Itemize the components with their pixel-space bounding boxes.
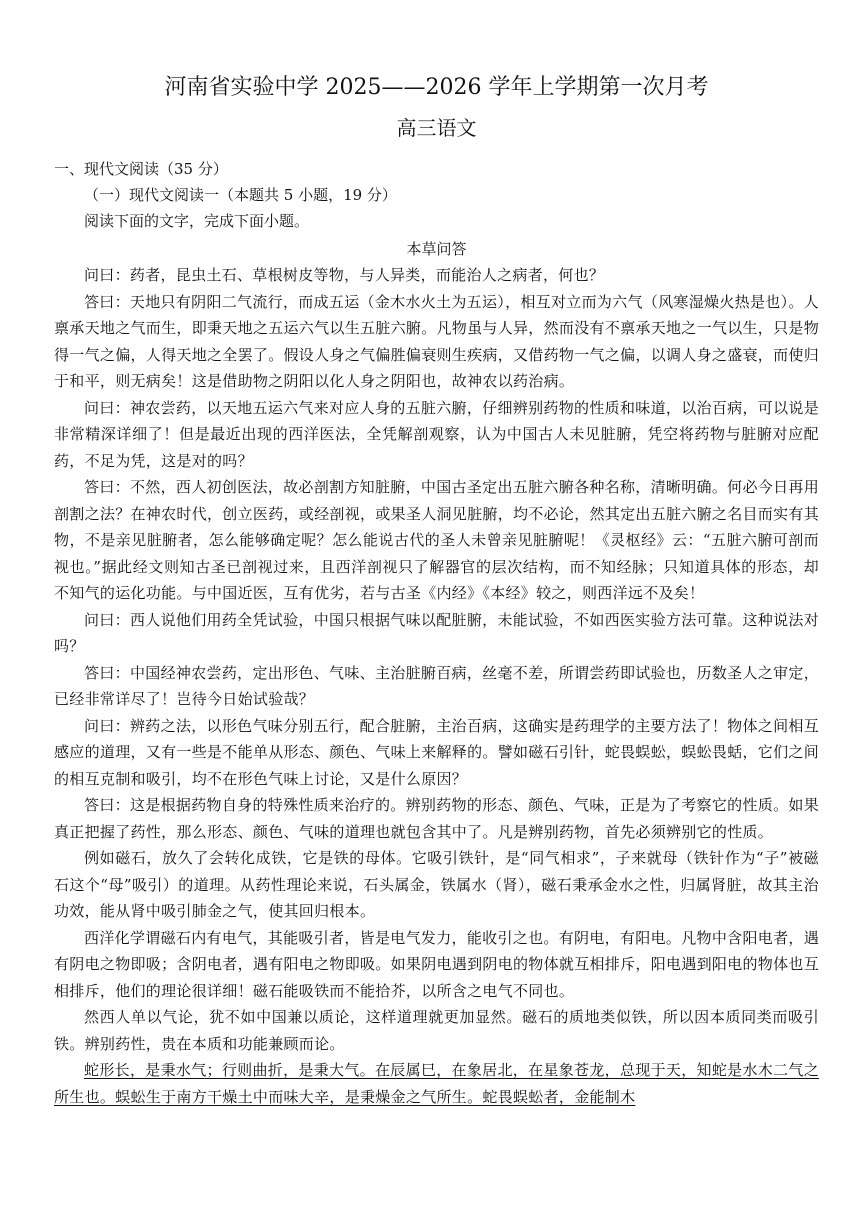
exam-subject: 高三语文 [396,116,477,140]
reading-instruction: 阅读下面的文字，完成下面小题。 [84,212,310,230]
exam-title: 河南省实验中学 2025——2026 学年上学期第一次月考 [164,75,709,100]
paragraph: 然西人单以气论，犹不如中国兼以质论，这样道理就更加显然。磁石的质地类似铁，所以因本质同类而吸引铁。辨别药性，贵在本质和功能兼顾而论。 [54,1008,819,1053]
paragraph: 问曰：西人说他们用药全凭试验，中国只根据气味以配脏腑，未能试验，不如西医实验方法可靠。这种说法对吗？ [54,610,819,655]
paragraph: 答曰：中国经神农尝药，定出形色、气味、主治脏腑百病，丝毫不差，所谓尝药即试验也，历数圣人之审定，已经非常详尽了！岂待今日始试验哉？ [54,663,819,708]
paragraph: 问曰：药者，昆虫土石、草根树皮等物，与人异类，而能治人之病者，何也？ [84,266,605,284]
article-title: 本草问答 [406,240,467,258]
paragraph: 例如磁石，放久了会转化成铁，它是铁的母体。它吸引铁针，是“同气相求”，子来就母（铁针作为“子”被磁石这个“母”吸引）的道理。从药性理论来说，石头属金，铁属水（肾），磁石秉承金水之性，归属肾脏，故其主治功效，能从肾中吸引肺金之气，使其回归根本。 [54,849,819,920]
paragraph: 问曰：神农尝药，以天地五运六气来对应人身的五脏六腑，仔细辨别药物的性质和味道，以治百病，可以说是非常精深详细了！但是最近出现的西洋医法，全凭解剖观察，认为中国古人未见脏腑，凭空将药物与脏腑对应配药，不足为凭，这是对的吗？ [54,398,819,470]
article-body [54,262,819,1110]
paragraph: 答曰：不然，西人初创医法，故必剖割方知脏腑，中国古圣定出五脏六腑各种名称，清晰明确。何必今日再用剖割之法？在神农时代，创立医药，或经剖视，或果圣人洞见脏腑，均不必论，然其定出五脏六腑之名目而实有其物，不是亲见脏腑者，怎么能够确定呢？怎么能说古代的圣人未曾亲见脏腑呢！《灵枢经》云：“五脏六腑可剖而视也。”据此经文则知古圣已剖视过来，且西洋剖视只了解器官的层次结构，而不知经脉；只知道具体的形态，却不知气的运化功能。与中国近医，互有优劣，若与古圣《内经》《本经》较之，则西洋远不及矣！ [54,478,820,602]
paragraph: 问曰：辨药之法，以形色气味分别五行，配合脏腑，主治百病，这确实是药理学的主要方法了！物体之间相互感应的道理，又有一些是不能单从形态、颜色、气味上来解释的。譬如磁石引针，蛇畏蜈蚣，蜈蚣畏蛞，它们之间的相互克制和吸引，均不在形色气味上讨论，又是什么原因？ [54,716,820,788]
underlined-paragraph: 蛇形长，是秉水气；行则曲折，是秉大气。在辰属巳，在象居北，在星象苍龙，总现于天，知蛇是水木二气之所生也。蜈蚣生于南方干燥土中而味大辛，是秉燥金之气所生。蛇畏蜈蚣者，金能制木 [54,1061,819,1106]
subsection-heading: （一）现代文阅读一（本题共 5 小题，19 分） [84,186,397,204]
paragraph: 答曰：天地只有阴阳二气流行，而成五运（金木水火土为五运），相互对立而为六气（风寒湿燥火热是也）。人禀承天地之气而生，即秉天地之五运六气以生五脏六腑。凡物虽与人异，然而没有不禀承天地之一气以生，只是物得一气之偏，人得天地之全罢了。假设人身之气偏胜偏衰则生疾病，又借药物一气之偏，以调人身之盛衰，而使归于和平，则无病矣！这是借助物之阴阳以化人身之阴阳也，故神农以药治病。 [54,292,820,390]
paragraph: 答曰：这是根据药物自身的特殊性质来治疗的。辨别药物的形态、颜色、气味，正是为了考察它的性质。如果真正把握了药性，那么形态、颜色、气味的道理也就包含其中了。凡是辨别药物，首先必须辨别它的性质。 [54,796,819,841]
section-heading: 一、现代文阅读（35 分） [54,160,228,178]
paragraph: 西洋化学谓磁石内有电气，其能吸引者，皆是电气发力，能收引之也。有阴电，有阳电。凡物中含阳电者，遇有阴电之物即吸；含阴电者，遇有阳电之物即吸。如果阴电遇到阴电的物体就互相排斥，阳电遇到阳电的物体也互相排斥，他们的理论很详细！磁石能吸铁而不能拾芥，以所含之电气不同也。 [54,928,820,1000]
